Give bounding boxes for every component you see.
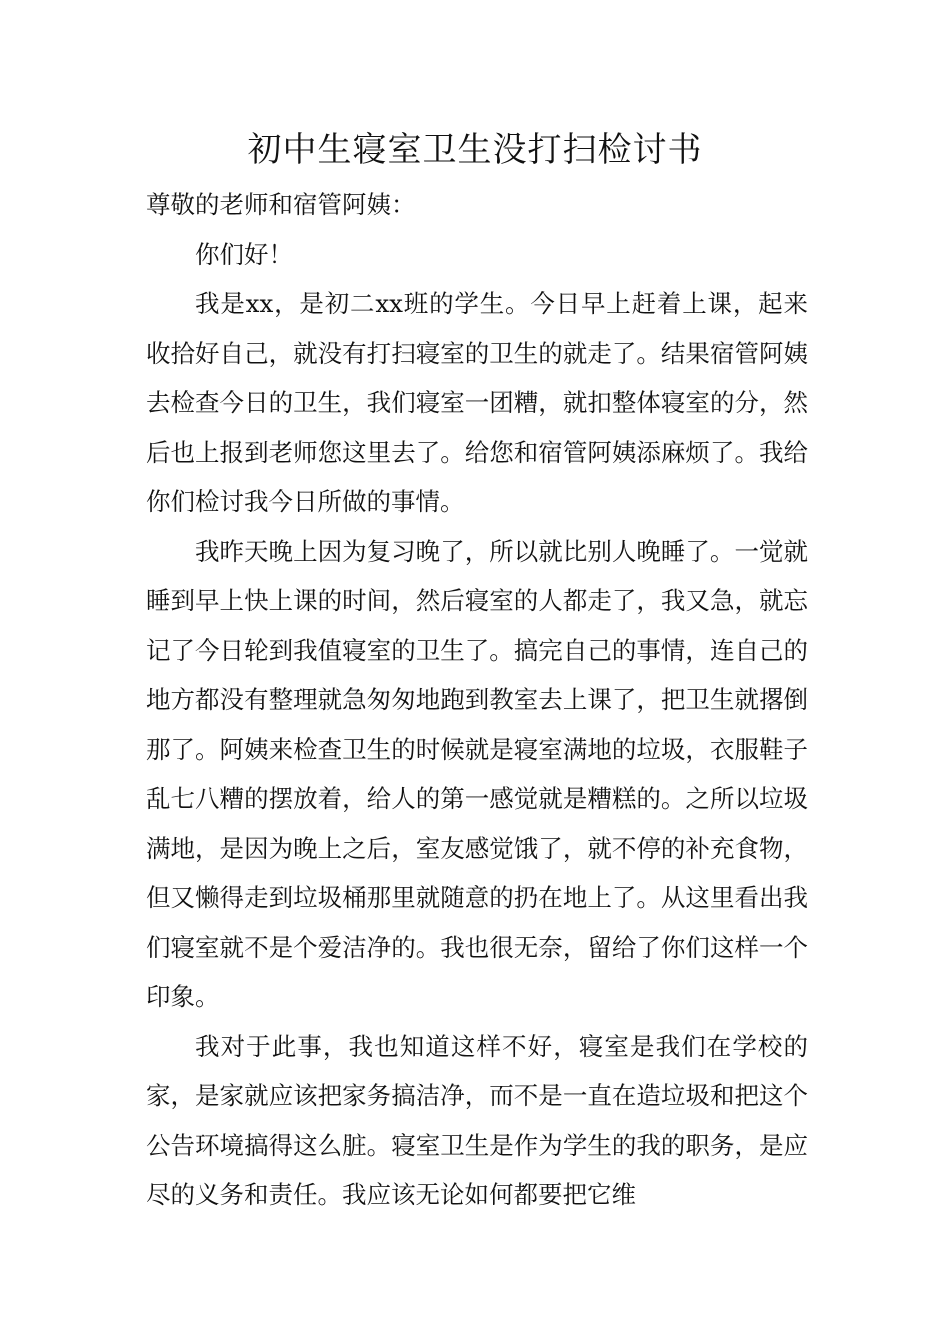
paragraph-explanation: 我昨天晚上因为复习晚了，所以就比别人晚睡了。一觉就睡到早上快上课的时间，然后寝室的人都走了，我又急，就忘记了今日轮到我值寝室的卫生了。搞完自己的事情，连自己的地方都没有整理就急匆匆地跑到教室去上课了，把卫生就撂倒那了。阿姨来检查卫生的时候就是寝室满地的垃圾，衣服鞋子乱七八糟的摆放着，给人的第一感觉就是糟糕的。之所以垃圾满地，是因为晚上之后，室友感觉饿了，就不停的补充食物，但又懒得走到垃圾桶那里就随意的扔在地上了。从这里看出我们寝室就不是个爱洁净的。我也很无奈，留给了你们这样一个印象。 (146, 536, 808, 1011)
salutation: 尊敬的老师和宿管阿姨： (146, 190, 416, 219)
paragraph-greeting: 你们好！ (195, 239, 293, 269)
document-body (146, 180, 808, 1220)
paragraph-reflection: 我对于此事，我也知道这样不好，寝室是我们在学校的家，是家就应该把家务搞洁净，而不是一直在造垃圾和把这个公告环境搞得这么脏。寝室卫生是作为学生的我的职务，是应尽的义务和责任。我应该无论如何都要把它维 (146, 1031, 808, 1209)
paragraph-introduction: 我是xx，是初二xx班的学生。今日早上赶着上课，起来收拾好自己，就没有打扫寝室的卫生的就走了。结果宿管阿姨去检查今日的卫生，我们寝室一团糟，就扣整体寝室的分，然后也上报到老师您这里去了。给您和宿管阿姨添麻烦了。我给你们检讨我今日所做的事情。 (146, 289, 808, 516)
document-title: 初中生寝室卫生没打扫检讨书 (247, 130, 703, 170)
